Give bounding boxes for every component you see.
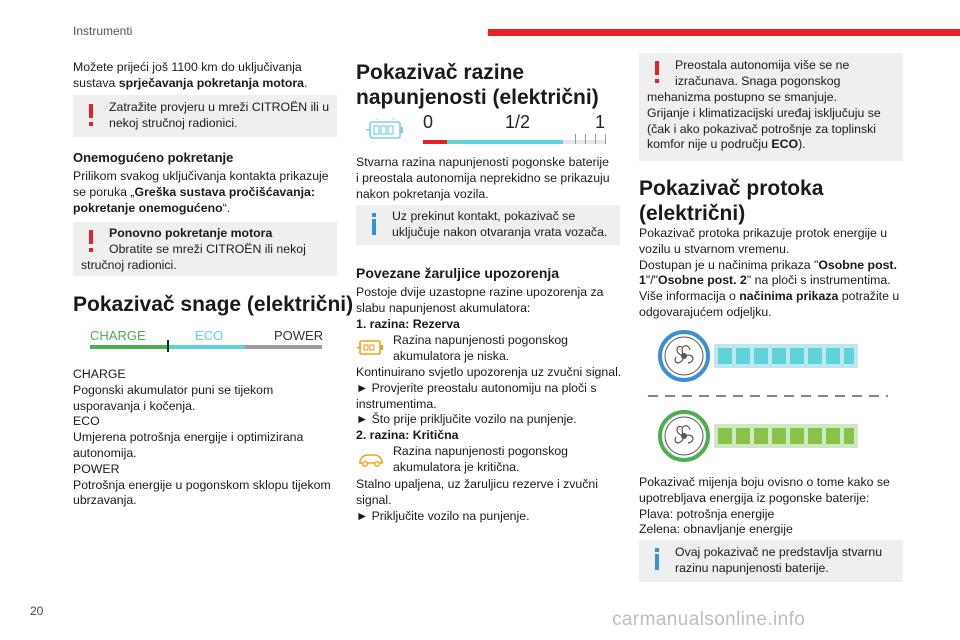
text-line: odgovarajućem odjeljku. xyxy=(639,304,772,319)
text-line: nakon pokretanja vozila. xyxy=(356,186,489,201)
mode-desc: Umjerena potrošnja energije i optimizirana xyxy=(73,430,304,445)
text-line: se poruka „Greška sustava pročišćavanja: xyxy=(73,184,315,199)
header-accent-bar xyxy=(488,29,960,36)
warning-text: mehanizma postupno se smanjuje. xyxy=(647,90,838,104)
intro-paragraph xyxy=(73,60,338,92)
text-line: vozilu u stvarnom vremenu. xyxy=(639,241,790,256)
svg-text:−: − xyxy=(375,117,379,123)
flow-color-paragraph xyxy=(639,475,909,538)
text-line: slabu napunjenost akumulatora: xyxy=(356,300,531,315)
warning-box-restart xyxy=(73,222,337,276)
gauge-label-eco: ECO xyxy=(195,328,224,343)
text-line: 1"/"Osobne post. 2" na ploči s instrumentima. xyxy=(639,273,891,288)
text-line: Prilikom svakog uključivanja kontakta prikazuje xyxy=(73,169,329,183)
start-disabled-paragraph xyxy=(73,169,338,216)
heading-flow-indicator xyxy=(639,176,823,226)
text-line: ► Priključite vozilo na punjenje. xyxy=(356,508,530,523)
warning-text: nekoj stručnoj radionici. xyxy=(109,115,238,130)
info-text: uključuje nakon otvaranja vrata vozača. xyxy=(392,224,608,239)
gauge-label-power: POWER xyxy=(274,328,324,343)
gauge-tick xyxy=(585,134,586,144)
info-text: razinu napunjenosti baterije. xyxy=(675,560,829,575)
info-icon xyxy=(372,213,376,217)
charge-level-gauge xyxy=(365,112,615,148)
gauge-label-charge: CHARGE xyxy=(90,328,146,343)
mode-title: POWER xyxy=(73,461,120,476)
text-line: Kontinuirano svjetlo upozorenja uz zvučni signal. xyxy=(356,365,622,379)
text-line: signal. xyxy=(356,492,392,507)
page-number: 20 xyxy=(30,604,44,618)
info-text: Ovaj pokazivač ne predstavlja stvarnu xyxy=(675,545,883,559)
charge-level-paragraph xyxy=(356,155,626,202)
text-line: Plava: potrošnja energije xyxy=(639,506,775,521)
warning-icon xyxy=(89,230,93,244)
text-line: akumulatora je kritična. xyxy=(393,459,520,474)
heading-line: napunjenosti (električni) xyxy=(356,86,599,109)
text-line: ► Što prije priključite vozilo na punjenje. xyxy=(356,412,577,427)
gauge-needle xyxy=(167,340,169,352)
text-line: Postoje dvije uzastopne razine upozorenja za xyxy=(356,285,604,299)
text-line: Stvarna razina napunjenosti pogonske baterije xyxy=(356,155,609,169)
gauge-tick xyxy=(595,134,596,144)
gauge-segment-eco xyxy=(167,345,245,349)
battery-bars-regeneration xyxy=(714,424,858,448)
energy-flow-graphic xyxy=(648,330,888,472)
level1-instructions xyxy=(356,365,631,444)
text-line: Pokazivač protoka prikazuje protok energije u xyxy=(639,226,888,240)
level1-description xyxy=(393,333,568,365)
warning-text: stručnoj radionici. xyxy=(81,258,177,272)
warning-text: (čak i ako pokazivač potrošnje za toplinski xyxy=(647,121,876,136)
warning-icon-dot xyxy=(655,79,659,83)
svg-text:+: + xyxy=(392,117,396,123)
mode-desc: ubrzavanja. xyxy=(73,493,137,508)
text-line: i preostala autonomija neprekidno se prikazuju xyxy=(356,170,610,185)
level-title: 2. razina: Kritična xyxy=(356,428,459,443)
battery-critical-warning-icon xyxy=(357,448,385,470)
battery-bars-consumption xyxy=(714,344,858,368)
text-line: Zelena: obnavljanje energije xyxy=(639,522,793,537)
gauge-tick xyxy=(575,134,576,144)
mode-title: CHARGE xyxy=(73,367,126,381)
level-title: 1. razina: Rezerva xyxy=(356,316,460,331)
warning-box-check xyxy=(73,95,337,137)
info-text: Uz prekinut kontakt, pokazivač se xyxy=(392,209,576,223)
text-line: instrumentima. xyxy=(356,396,437,411)
heading-line: (električni) xyxy=(639,202,746,225)
section-header: Instrumenti xyxy=(73,24,133,38)
gauge-segment-charge xyxy=(90,345,167,349)
warning-text: Grijanje i klimatizacijski uređaj isključuju se xyxy=(647,105,881,120)
intro-line: sustava sprječavanja pokretanja motora. xyxy=(73,75,308,90)
text-line: Razina napunjenosti pogonskog xyxy=(393,333,569,347)
warning-icon xyxy=(655,61,659,75)
battery-reserve-warning-icon xyxy=(357,336,385,358)
warning-icon-dot xyxy=(89,248,93,252)
warning-text: Zatražite provjeru u mreži CITROËN ili u xyxy=(109,100,330,114)
info-box-ignition xyxy=(356,205,620,245)
gauge-label-full: 1 xyxy=(595,112,606,132)
text-line: Stalno upaljena, uz žaruljicu rezerve i zvučni xyxy=(356,477,598,491)
warning-icon-dot xyxy=(89,122,93,126)
gauge-segment-power xyxy=(245,345,322,349)
subheading-start-disabled: Onemogućeno pokretanje xyxy=(73,150,234,165)
text-line: Dostupan je u načinima prikaza "Osobne post. xyxy=(639,257,897,272)
info-icon-bar xyxy=(372,219,376,235)
warning-text: komfor nije u području ECO). xyxy=(647,137,806,152)
info-icon-bar xyxy=(655,554,659,570)
level2-description xyxy=(393,444,568,476)
warning-title: Ponovno pokretanje motora xyxy=(109,226,273,240)
text-line: Više informacija o načinima prikaza potražite u xyxy=(639,289,900,304)
gauge-label-half: 1/2 xyxy=(505,112,531,132)
mode-desc: autonomija. xyxy=(73,445,137,460)
text-line: pokretanje onemogućeno“. xyxy=(73,200,231,215)
text-line: akumulatora je niska. xyxy=(393,348,510,363)
warning-icon xyxy=(89,104,93,118)
mode-desc: Pogonski akumulator puni se tijekom xyxy=(73,382,274,397)
watermark: carmanualsonline.info xyxy=(612,609,806,630)
warning-levels-intro xyxy=(356,285,626,332)
subheading-warning-lamps: Povezane žaruljice upozorenja xyxy=(356,265,560,281)
warning-text: Preostala autonomija više se ne xyxy=(675,58,850,72)
intro-line: Možete prijeći još 1100 km do uključivanja xyxy=(73,60,302,74)
power-gauge xyxy=(90,328,322,354)
mode-desc: Potrošnja energije u pogonskom sklopu tijekom xyxy=(73,477,331,492)
heading-line: Pokazivač protoka xyxy=(639,177,824,200)
heading-line: Pokazivač razine xyxy=(356,61,525,84)
gauge-tick xyxy=(605,134,606,144)
level2-instructions xyxy=(356,477,631,524)
text-line: Pokazivač mijenja boju ovisno o tome kako se xyxy=(639,475,890,489)
text-line: ► Provjerite preostalu autonomiju na ploči s xyxy=(356,380,597,395)
gauge-level-fill xyxy=(423,140,447,144)
flow-indicator-paragraph xyxy=(639,226,909,321)
info-icon xyxy=(655,548,659,552)
heading-charge-level xyxy=(356,60,599,110)
text-line: Razina napunjenosti pogonskog xyxy=(393,444,569,458)
mode-desc: usporavanja i kočenja. xyxy=(73,398,196,413)
gauge-label-zero: 0 xyxy=(423,112,434,132)
heading-power-indicator: Pokazivač snage (električni) xyxy=(73,293,354,316)
text-line: upotrebljava energija iz pogonske baterije: xyxy=(639,490,870,505)
warning-box-autonomy xyxy=(639,53,903,161)
warning-text: Obratite se mreži CITROËN ili nekoj xyxy=(109,241,306,256)
info-box-flow xyxy=(639,540,903,582)
mode-title: ECO xyxy=(73,414,100,429)
warning-text: izračunava. Snaga pogonskog xyxy=(675,73,841,88)
power-modes-description xyxy=(73,367,338,509)
battery-icon xyxy=(365,116,407,142)
